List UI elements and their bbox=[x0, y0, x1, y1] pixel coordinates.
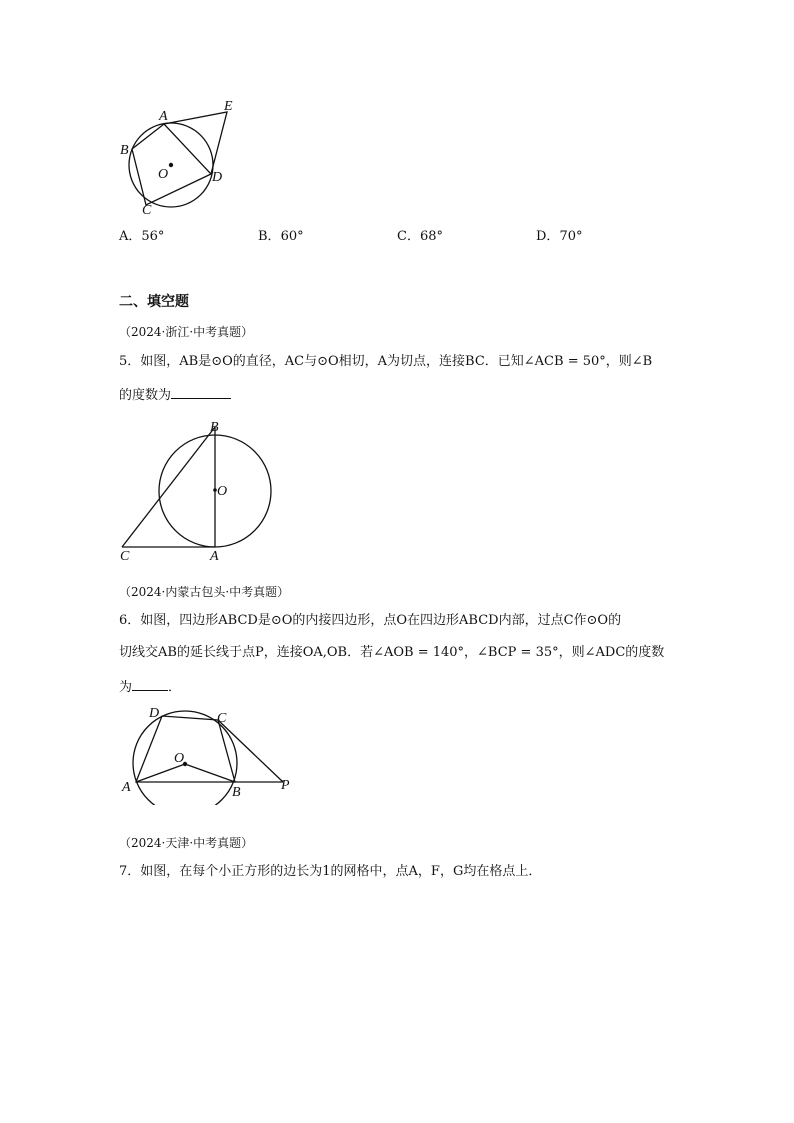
label-e: E bbox=[224, 99, 233, 114]
figure-q4 bbox=[110, 90, 260, 225]
option-b: B．60° bbox=[258, 229, 304, 244]
label-c: C bbox=[120, 549, 130, 564]
label-c: C bbox=[142, 203, 152, 218]
label-o: O bbox=[217, 484, 228, 499]
label-a: A bbox=[122, 780, 131, 795]
q5-text-line1: 5．如图，AB是⊙O的直径，AC与⊙O相切，A为切点，连接BC．已知∠ACB = 50°，则∠B bbox=[119, 354, 653, 369]
label-b: B bbox=[232, 785, 241, 800]
label-d: D bbox=[149, 706, 160, 721]
option-c: C．68° bbox=[397, 229, 443, 244]
label-c: C bbox=[217, 711, 227, 726]
q6-source: （2024·内蒙古包头·中考真题） bbox=[119, 585, 290, 599]
label-o: O bbox=[158, 167, 169, 182]
segment-ob bbox=[185, 764, 235, 782]
option-d: D．70° bbox=[536, 229, 583, 244]
tangent-cp bbox=[218, 720, 283, 782]
label-o: O bbox=[174, 751, 185, 766]
q7-text-line1: 7．如图，在每个小正方形的边长为1的网格中，点A，F，G均在格点上． bbox=[119, 864, 542, 879]
section-title: 二、填空题 bbox=[119, 294, 189, 310]
option-a: A．56° bbox=[119, 229, 165, 244]
label-p: P bbox=[281, 778, 290, 793]
label-d: D bbox=[212, 170, 223, 185]
tangent-lines bbox=[164, 112, 227, 174]
q5-answer-blank[interactable] bbox=[171, 386, 231, 399]
q5-text-line2: 的度数为 bbox=[119, 386, 231, 402]
label-a: A bbox=[210, 549, 219, 564]
figure-q5 bbox=[110, 415, 280, 565]
center-point bbox=[169, 163, 173, 167]
q6-text-line2: 切线交AB的延长线于点P，连接OA,OB．若∠AOB = 140°，∠BCP = 35°，则∠ADC的度数 bbox=[119, 645, 665, 660]
label-a: A bbox=[159, 109, 168, 124]
segment-bc bbox=[122, 427, 215, 547]
q6-text-line1: 6．如图，四边形ABCD是⊙O的内接四边形，点O在四边形ABCD内部，过点C作⊙O的 bbox=[119, 613, 622, 628]
q6-text-line3: 为 ． bbox=[119, 680, 182, 695]
figure-q6 bbox=[115, 700, 305, 805]
segment-oa bbox=[136, 764, 185, 782]
label-b: B bbox=[210, 420, 219, 435]
q7-source: （2024·天津·中考真题） bbox=[119, 836, 254, 850]
q5-source: （2024·浙江·中考真题） bbox=[119, 325, 254, 339]
label-b: B bbox=[120, 143, 129, 158]
q6-answer-blank[interactable] bbox=[132, 678, 168, 691]
